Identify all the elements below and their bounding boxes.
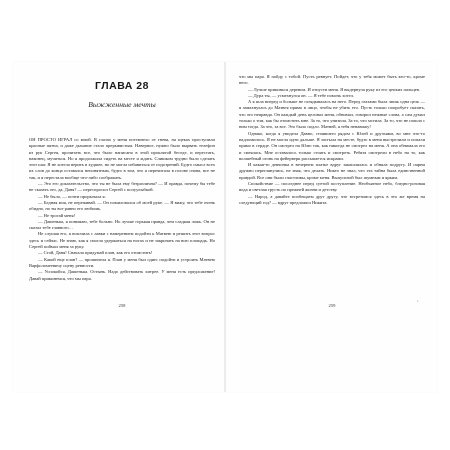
paragraph: И какая-то девчонка в вечернем платье вдруг закашлялась и обняла подругу. И парни дружно переглянулись, не зная, что делать. Никто не знал, что эта тайна была единственной правдой. Все они были счастливы, кроме меня. Выпускной был шумным и ярким. [239, 162, 425, 180]
left-page-text [29, 137, 215, 282]
right-page-text [239, 74, 425, 206]
paragraph: — Какой еще план? — прошипела я. План у меня был один: подойти и устроить Матвею Варфоломеевичу сцену ревности. [29, 256, 215, 268]
paragraph: — Не трогай меня! [38, 212, 76, 218]
right-page-number: 259 [328, 303, 336, 308]
paragraph: А я шла вперед и больше не оглядывалась на него. Перед глазами была лишь одна цель — я замахнулась до Матвея прямо в лицо, чтобы не убить его. Пусть только попробует сказать, что это неправда. Он каждый день целовал меня, обнимал, говорил нежные слова, а сам думал только о том, как бы отомстить мне. За то, что унизила. За то, что мстила. За то, что не пошла с ним тогда. За что, за все. Это было подло. Матвей, я тебя ненавижу! [239, 99, 425, 130]
paragraph: — Это его доказательство, что ты не была ему безразлична? — И правда, почему бы тебе не сказать это, да, Даня? — переспросил Сергей с полуулыбкой. [29, 181, 215, 193]
chapter-title: ГЛАВА 28 [95, 80, 149, 92]
paragraph: — Дашенька, я понимаю, тебе больно. Но лучше горькая правда, чем сладкая ложь. Он не сказал тебе главного… [29, 218, 215, 231]
paragraph: — Стой, Даня! Сначала придумай план, как его отомстить! [38, 250, 153, 256]
paragraph: — Бедная моя, не переживай. — Он помиловался об моей руке. — Я вижу, что тебе очень обидно, но ты все равно его любишь. [29, 199, 215, 212]
paragraph: — Народ, а давайте пообещаем друг другу, что встретимся здесь в это же время на следующий год? — вдруг предложил Никита. [239, 193, 425, 205]
paragraph: — Успокойся, Дашенька. Остынь. Надо действовать хитрее. У меня есть предложение! Давай прикинемся, что мы пара. [29, 269, 215, 281]
paragraph: — Не было, — почти прорычала я. [38, 193, 106, 199]
paragraph: ОН ПРОСТО ИГРАЛ со мной. В глазах у меня потемнело от гнева, на щеках проступили красные пятна, и даже дыхание стало прерывистым. Наверное, нужно было вырвать телефон из рук Сергея, прочитать все, что было написано в этой проклятой беседе, и перестать, наконец, мучиться. Но я продолжила сидеть на месте и ждать. Слишком трудно было сделать этот шаг. Я не хотела верить в худшее, но не могла избавиться от подозрений. Будто смысл всех их слов до конца оставался непонятным, будто в том, что я перечитала в голове снова, все не так, и я перестала вообще что-либо соображать. [29, 137, 215, 180]
paragraph: что мы пара. Я пойду с тобой. Пусть ревнует. Пойдет, что у тебя может быть кто-то, кроме него. [239, 74, 425, 86]
paragraph: Однако, когда я увидела Давно, стоявшего рядом с Юлей и друзьями, во мне что-то надломилось. Я не могла идти дальше. Я застыла на месте, будто в меня выстрелили и попали прямо в сердце. Он смотрел на Юлю так, как никогда не смотрел на меня. А она обнимала его и смеялась. Мне оставалось только стоять и смотреть. Ребята смотрели в небо на то, как волшебный огонь на фейерверк рассыпается искрами. [239, 130, 425, 161]
paragraph: Не слушая его, я вскочила с лавки с намерением подойти к Матвею и решить этот вопрос здесь и сейчас. Не знаю, как я смогла удержаться на ногах и не закричать на всю площадь. Но Сергей поймал меня за руку. [29, 231, 215, 250]
paragraph: — Дура ты, — усмехнулся он. — Я тебе помочь хотел. [248, 92, 355, 98]
book-spread [13, 62, 437, 392]
left-page [29, 74, 215, 282]
right-page [239, 74, 425, 206]
chapter-subtitle: Выжженные мечты [88, 100, 156, 109]
book-gutter [224, 62, 226, 392]
margin-mark: › [417, 298, 419, 303]
paragraph: Спокойствие — последнее перед суетой поступление. Необъятное небо, бледно-розовая вода и светлая грусть по прежней жизни и детству. [239, 181, 425, 193]
paragraph: — Лучше прикинься деревом. И отпусти меня. Я выдернула руку из его цепких пальцев. [248, 86, 421, 92]
left-page-number: 258 [118, 303, 126, 308]
